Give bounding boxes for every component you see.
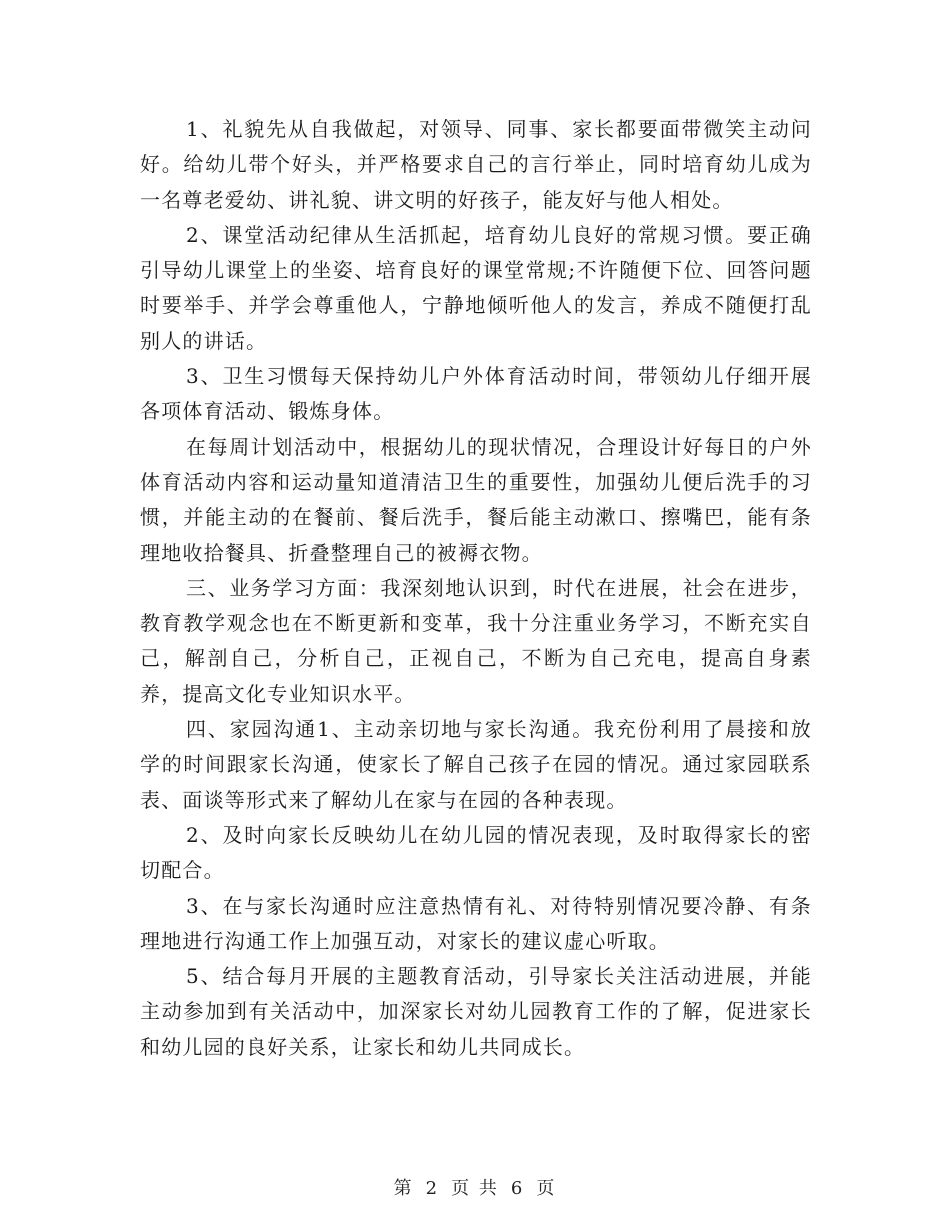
paragraph-1: 1、礼貌先从自我做起，对领导、同事、家长都要面带微笑主动问好。给幼儿带个好头，并严格要求自己的言行举止，同时培育幼儿成为一名尊老爱幼、讲礼貌、讲文明的好孩子，能友好与他人相处。 <box>140 117 812 212</box>
footer-prefix: 第 <box>393 1178 414 1199</box>
paragraph-2: 2、课堂活动纪律从生活抓起，培育幼儿良好的常规习惯。要正确引导幼儿课堂上的坐姿、培育良好的课堂常规;不许随便下位、回答问题时要举手、并学会尊重他人，宁静地倾听他人的发言，养成不随便打乱别人的讲话。 <box>140 222 812 353</box>
footer-middle: 页 共 <box>451 1178 499 1199</box>
document-body <box>140 112 812 1065</box>
page-footer <box>0 1174 950 1200</box>
paragraph-6: 四、家园沟通1、主动亲切地与家长沟通。我充份利用了晨接和放学的时间跟家长沟通，使家长了解自己孩子在园的情况。通过家园联系表、面谈等形式来了解幼儿在家与在园的各种表现。 <box>140 717 812 812</box>
paragraph-5: 三、业务学习方面：我深刻地认识到，时代在进展，社会在进步，教育教学观念也在不断更新和变革，我十分注重业务学习，不断充实自己，解剖自己，分析自己，正视自己，不断为自己充电，提高自身素养，提高文化专业知识水平。 <box>140 575 812 706</box>
footer-total-pages: 6 <box>510 1178 525 1199</box>
paragraph-9: 5、结合每月开展的主题教育活动，引导家长关注活动进展，并能主动参加到有关活动中，加深家长对幼儿园教育工作的了解，促进家长和幼儿园的良好关系，让家长和幼儿共同成长。 <box>140 964 812 1059</box>
paragraph-8: 3、在与家长沟通时应注意热情有礼、对待特别情况要冷静、有条理地进行沟通工作上加强互动，对家长的建议虚心听取。 <box>140 893 812 953</box>
paragraph-7: 2、及时向家长反映幼儿在幼儿园的情况表现，及时取得家长的密切配合。 <box>140 822 812 883</box>
footer-page-number: 2 <box>425 1178 440 1199</box>
paragraph-3: 3、卫生习惯每天保持幼儿户外体育活动时间，带领幼儿仔细开展各项体育活动、锻炼身体。 <box>140 364 812 424</box>
footer-suffix: 页 <box>536 1178 557 1199</box>
paragraph-4: 在每周计划活动中，根据幼儿的现状情况，合理设计好每日的户外体育活动内容和运动量知道清洁卫生的重要性，加强幼儿便后洗手的习惯，并能主动的在餐前、餐后洗手，餐后能主动漱口、擦嘴巴，能有条理地收拾餐具、折叠整理自己的被褥衣物。 <box>140 434 812 565</box>
